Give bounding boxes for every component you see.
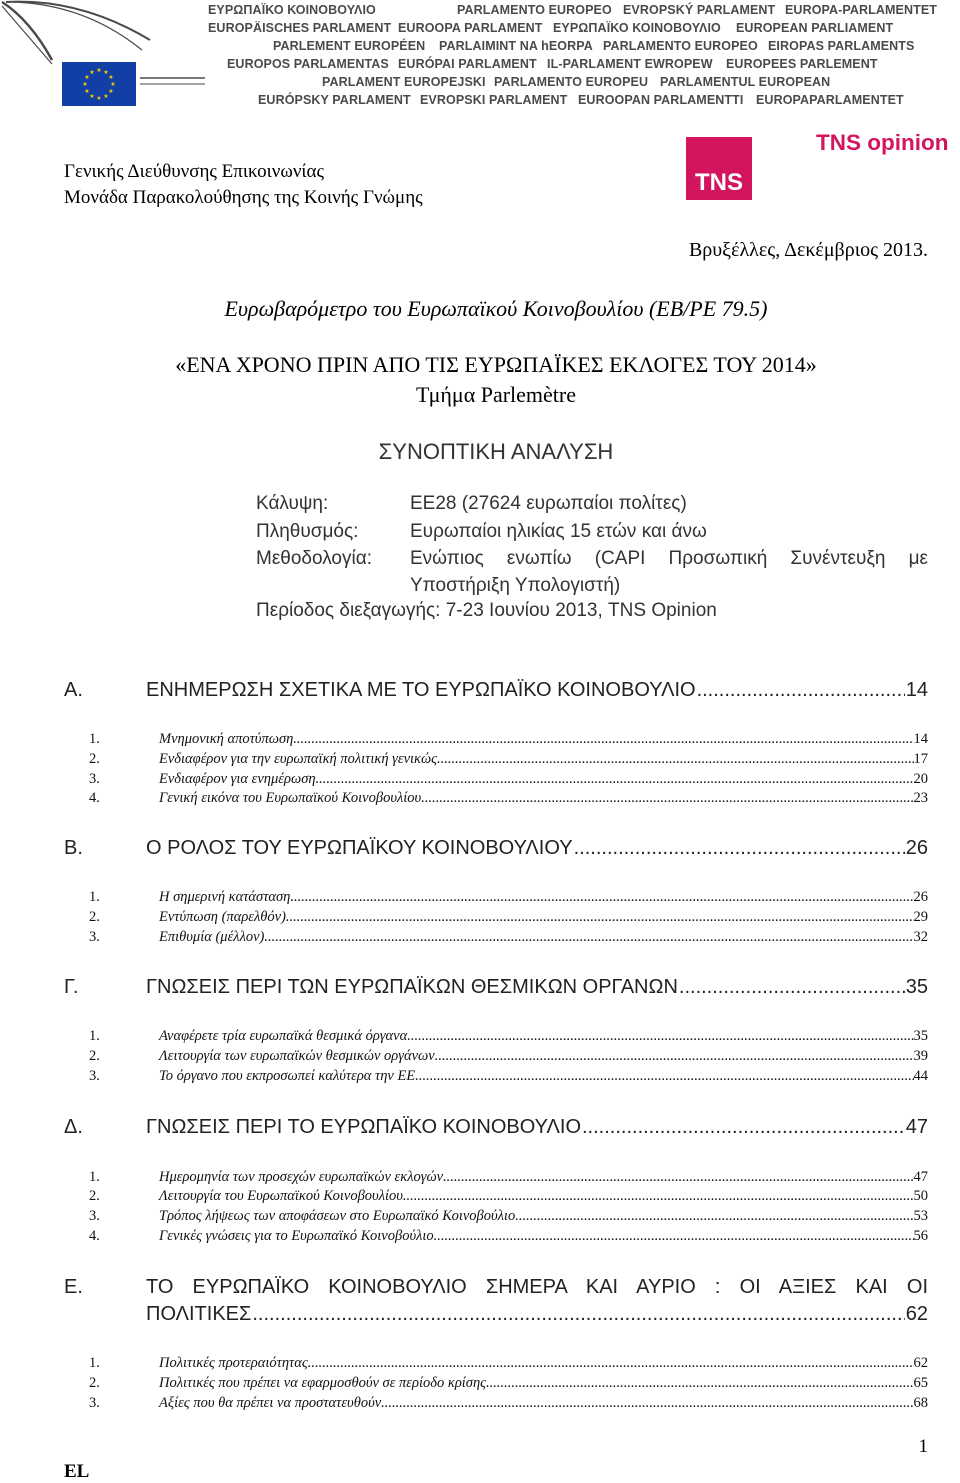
- svg-text:★: ★: [82, 81, 88, 88]
- toc-item[interactable]: [89, 1355, 928, 1372]
- toc-title-line1: ΤΟ ΕΥΡΩΠΑΪΚΟ ΚΟΙΝΟΒΟΥΛΙΟ ΣΗΜΕΡΑ ΚΑΙ ΑΥΡΙΟ : ΟΙ ΑΞΙΕΣ ΚΑΙ ΟΙ: [146, 1276, 928, 1298]
- toc-title: ΓΝΩΣΕΙΣ ΠΕΡΙ ΤΟ ΕΥΡΩΠΑΪΚΟ ΚΟΙΝΟΒΟΥΛΙΟ: [146, 1116, 581, 1138]
- toc-item-page: 29: [913, 909, 928, 925]
- toc-item-page: 23: [913, 790, 928, 806]
- toc-item[interactable]: [89, 1048, 928, 1065]
- toc-item-title: Πολιτικές που πρέπει να εφαρμοσθούν σε περίοδο κρίσης: [159, 1375, 487, 1391]
- toc-item-num: 2.: [89, 1375, 100, 1391]
- toc-item-num: 1.: [89, 1355, 100, 1371]
- toc-item-title: Ενδιαφέρον για ενημέρωση: [159, 771, 316, 787]
- toc-item-page: 44: [913, 1068, 928, 1084]
- toc-letter: Ε.: [64, 1276, 83, 1298]
- toc-item-title: Επιθυμία (μέλλον): [159, 929, 265, 945]
- toc-page: 26: [905, 837, 928, 859]
- parliament-name-label: EURÓPSKY PARLAMENT: [258, 93, 411, 107]
- toc-item-num: 1.: [89, 889, 100, 905]
- toc-leader: [290, 889, 913, 906]
- parliament-name-label: ΕΥΡΩΠΑΪΚΟ ΚΟΙΝΟΒΟΥΛΙΟ: [553, 21, 721, 35]
- toc-item[interactable]: [89, 790, 928, 807]
- population-value: Ευρωπαίοι ηλικίας 15 ετών και άνω: [410, 521, 707, 542]
- toc-leader: [515, 1208, 913, 1225]
- parliament-name-label: EIROPAS PARLAMENTS: [768, 39, 915, 53]
- toc-item-num: 4.: [89, 1228, 100, 1244]
- main-title: «ΕΝΑ ΧΡΟΝΟ ΠΡΙΝ ΑΠΟ ΤΙΣ ΕΥΡΩΠΑΪΚΕΣ ΕΚΛΟΓΕΣ ΤΟΥ 2014»: [175, 352, 817, 377]
- toc-leader: [486, 1375, 913, 1392]
- toc-leader: [574, 837, 905, 860]
- toc-item-page: 53: [913, 1208, 928, 1224]
- toc-item-title: Πολιτικές προτεραιότητας: [159, 1355, 308, 1371]
- toc-item-page: 26: [913, 889, 928, 905]
- tns-logo-box: [686, 137, 752, 200]
- toc-leader: [316, 771, 914, 788]
- toc-item-num: 2.: [89, 909, 100, 925]
- toc-item-title: Λειτουργία των ευρωπαϊκών θεσμικών οργάνων: [159, 1048, 435, 1064]
- analysis-title: ΣΥΝΟΠΤΙΚΗ ΑΝΑΛΥΣΗ: [378, 439, 614, 464]
- svg-text:★: ★: [108, 88, 114, 95]
- toc-letter: Γ.: [64, 976, 79, 998]
- method-value-1: Ενώπιος ενωπίω (CAPI Προσωπική Συνέντευξη με: [410, 548, 928, 569]
- toc-item-page: 62: [913, 1355, 928, 1371]
- toc-section-c[interactable]: [64, 976, 928, 999]
- toc-title: ΠΟΛΙΤΙΚΕΣ: [146, 1303, 252, 1325]
- toc-item[interactable]: [89, 1068, 928, 1085]
- unit-title: Τμήμα Parlemètre: [415, 382, 577, 407]
- parliament-name-label: EUROPEAN PARLIAMENT: [736, 21, 894, 35]
- toc-leader: [434, 1228, 914, 1245]
- parliament-name-label: PARLAIMINT NA hEORPA: [439, 39, 593, 53]
- toc-leader: [679, 976, 905, 999]
- parliament-name-label: EUROPOS PARLAMENTAS: [227, 57, 389, 71]
- toc-section-a[interactable]: [64, 679, 928, 702]
- parliament-name-label: PARLAMENTO EUROPEO: [603, 39, 758, 53]
- toc-item-title: Εντύπωση (παρελθόν): [159, 909, 286, 925]
- toc-letter: Α.: [64, 679, 83, 701]
- toc-item-page: 20: [913, 771, 928, 787]
- parliament-name-label: EVROPSKI PARLAMENT: [420, 93, 568, 107]
- toc-item-page: 47: [913, 1169, 928, 1185]
- parliament-name-label: EURÓPAI PARLAMENT: [398, 57, 537, 71]
- svg-text:★: ★: [84, 88, 90, 95]
- parliament-name-label: PARLAMENTUL EUROPEAN: [660, 75, 831, 89]
- parliament-name-label: PARLAMENTO EUROPEO: [457, 3, 612, 17]
- parliament-name-label: EUROPA-PARLAMENTET: [785, 3, 938, 17]
- toc-leader: [582, 1116, 905, 1139]
- parliament-name-label: EUROOPA PARLAMENT: [398, 21, 543, 35]
- toc-item-title: Ημερομηνία των προσεχών ευρωπαϊκών εκλογών: [159, 1169, 444, 1185]
- parliament-name-label: ΕΥΡΩΠΑΪΚΟ ΚΟΙΝΟΒΟΥΛΙΟ: [208, 3, 376, 17]
- page-number: 1: [918, 1436, 928, 1457]
- toc-section-d[interactable]: [64, 1116, 928, 1139]
- toc-item-title: Η σημερινή κατάσταση: [159, 889, 291, 905]
- toc-item-title: Ενδιαφέρον για την ευρωπαϊκή πολιτική γενικώς: [159, 751, 438, 767]
- toc-item-num: 3.: [89, 1208, 100, 1224]
- toc-item-num: 2.: [89, 751, 100, 767]
- toc-title: ΓΝΩΣΕΙΣ ΠΕΡΙ ΤΩΝ ΕΥΡΩΠΑΪΚΩΝ ΘΕΣΜΙΚΩΝ ΟΡΓΑΝΩΝ: [146, 976, 678, 998]
- svg-text:★: ★: [103, 69, 109, 76]
- toc-item-num: 3.: [89, 1068, 100, 1084]
- toc-item[interactable]: [89, 1169, 928, 1186]
- toc-item[interactable]: [89, 1228, 928, 1245]
- toc-leader: [286, 909, 914, 926]
- toc-item-page: 56: [913, 1228, 928, 1244]
- toc-item-title: Αναφέρετε τρία ευρωπαϊκά θεσμικά όργανα: [159, 1028, 408, 1044]
- toc-item-title: Αξίες που θα πρέπει να προστατευθούν: [159, 1395, 382, 1411]
- toc-page: 47: [905, 1116, 928, 1138]
- tns-logo-text: TNS: [695, 169, 743, 196]
- parliament-name-label: PARLAMENTO EUROPEU: [494, 75, 649, 89]
- svg-text:★: ★: [96, 67, 102, 74]
- parliament-name-label: PARLAMENT EUROPEJSKI: [322, 75, 486, 89]
- toc-item-num: 1.: [89, 731, 100, 747]
- toc-page: 35: [905, 976, 928, 998]
- toc-item[interactable]: [89, 731, 928, 748]
- parliament-name-label: EUROPEES PARLEMENT: [726, 57, 878, 71]
- parliament-name-label: IL-PARLAMENT EWROPEW: [547, 57, 713, 71]
- toc-leader: [308, 1355, 914, 1372]
- toc-item-num: 2.: [89, 1188, 100, 1204]
- svg-text:★: ★: [103, 93, 109, 100]
- toc-item-num: 3.: [89, 771, 100, 787]
- parliament-name-label: EVROPSKÝ PARLAMENT: [623, 3, 776, 17]
- svg-text:★: ★: [96, 95, 102, 102]
- toc-leader: [697, 679, 905, 702]
- toc-leader: [252, 1303, 904, 1326]
- toc-item-title: Γενική εικόνα του Ευρωπαϊκού Κοινοβουλίου: [159, 790, 422, 806]
- toc-leader: [403, 1188, 914, 1205]
- toc-item-num: 4.: [89, 790, 100, 806]
- period-line: Περίοδος διεξαγωγής: 7-23 Ιουνίου 2013, TNS Opinion: [256, 600, 717, 621]
- toc-section-b[interactable]: [64, 837, 928, 860]
- toc-title: Ο ΡΟΛΟΣ ΤΟΥ ΕΥΡΩΠΑΪΚΟΥ ΚΟΙΝΟΒΟΥΛΙΟΥ: [146, 837, 573, 859]
- toc-page: 14: [905, 679, 928, 701]
- toc-item-title: Λειτουργία του Ευρωπαϊκού Κοινοβουλίου: [159, 1188, 403, 1204]
- document-date: Βρυξέλλες, Δεκέμβριος 2013.: [688, 239, 928, 261]
- toc-item[interactable]: [89, 1188, 928, 1205]
- svg-text:★: ★: [84, 74, 90, 81]
- toc-item[interactable]: [89, 1395, 928, 1412]
- population-label: Πληθυσμός:: [256, 521, 359, 542]
- toc-leader: [381, 1395, 913, 1412]
- toc-item-page: 14: [913, 731, 928, 747]
- toc-item-page: 17: [913, 751, 928, 767]
- toc-leader: [437, 751, 913, 768]
- toc-item-num: 3.: [89, 1395, 100, 1411]
- toc-item-num: 1.: [89, 1169, 100, 1185]
- parliament-name-label: PARLEMENT EUROPÉEN: [273, 39, 426, 53]
- toc-leader: [264, 929, 913, 946]
- toc-item-title: Γενικές γνώσεις για το Ευρωπαϊκό Κοινοβούλιο: [159, 1228, 434, 1244]
- toc-item[interactable]: [89, 1208, 928, 1225]
- toc-item-page: 35: [913, 1028, 928, 1044]
- toc-letter: Δ.: [64, 1116, 83, 1138]
- coverage-value: ΕΕ28 (27624 ευρωπαίοι πολίτες): [410, 493, 687, 514]
- parliament-name-label: EUROPÄISCHES PARLAMENT: [208, 21, 392, 35]
- tns-opinion-logo: TNS opinion: [816, 130, 949, 155]
- toc-leader: [435, 1048, 914, 1065]
- toc-leader: [293, 731, 913, 748]
- toc-leader: [421, 790, 913, 807]
- coverage-label: Κάλυψη:: [256, 493, 329, 514]
- toc-section-e[interactable]: [146, 1303, 928, 1326]
- toc-letter: Β.: [64, 837, 83, 859]
- language-code: EL: [64, 1461, 90, 1482]
- svg-text:★: ★: [110, 81, 116, 88]
- toc-item-num: 2.: [89, 1048, 100, 1064]
- method-value-2: Υποστήριξη Υπολογιστή): [410, 575, 621, 596]
- toc-item[interactable]: [89, 909, 928, 926]
- toc-leader: [407, 1028, 913, 1045]
- toc-section-e-line1[interactable]: [64, 1276, 928, 1299]
- parliament-name-label: EUROPAPARLAMENTET: [756, 93, 904, 107]
- toc-title: ΕΝΗΜΕΡΩΣΗ ΣΧΕΤΙΚΑ ΜΕ ΤΟ ΕΥΡΩΠΑΪΚΟ ΚΟΙΝΟΒΟΥΛΙΟ: [146, 679, 696, 701]
- dg-line-2: Μονάδα Παρακολούθησης της Κοινής Γνώμης: [64, 187, 423, 208]
- toc-page: 62: [905, 1303, 928, 1325]
- toc-item-page: 65: [913, 1375, 928, 1391]
- method-label: Μεθοδολογία:: [256, 548, 372, 569]
- toc-item-num: 3.: [89, 929, 100, 945]
- svg-text:★: ★: [89, 69, 95, 76]
- toc-item-title: Μνημονική αποτύπωση: [159, 731, 294, 747]
- toc-leader: [415, 1068, 913, 1085]
- toc-item-title: Το όργανο που εκπροσωπεί καλύτερα την ΕΕ: [159, 1068, 416, 1084]
- svg-text:★: ★: [89, 93, 95, 100]
- parliament-name-label: EUROOPAN PARLAMENTTI: [578, 93, 744, 107]
- svg-text:★: ★: [108, 74, 114, 81]
- toc-item-page: 32: [913, 929, 928, 945]
- toc-item-page: 39: [913, 1048, 928, 1064]
- dg-line-1: Γενικής Διεύθυνσης Επικοινωνίας: [64, 161, 325, 182]
- toc-item[interactable]: [89, 771, 928, 788]
- toc-item[interactable]: [89, 1028, 928, 1045]
- toc-item[interactable]: [89, 1375, 928, 1392]
- toc-item[interactable]: [89, 751, 928, 768]
- toc-item[interactable]: [89, 889, 928, 906]
- toc-leader: [443, 1169, 913, 1186]
- toc-item-num: 1.: [89, 1028, 100, 1044]
- eu-flag-icon: [62, 62, 136, 106]
- toc-item[interactable]: [89, 929, 928, 946]
- toc-item-page: 50: [913, 1188, 928, 1204]
- survey-title: Ευρωβαρόμετρο του Ευρωπαϊκού Κοινοβουλίου (EB/PE 79.5): [224, 296, 768, 321]
- toc-item-page: 68: [913, 1395, 928, 1411]
- toc-item-title: Τρόπος λήψεως των αποφάσεων στο Ευρωπαϊκό Κοινοβούλιο: [159, 1208, 516, 1224]
